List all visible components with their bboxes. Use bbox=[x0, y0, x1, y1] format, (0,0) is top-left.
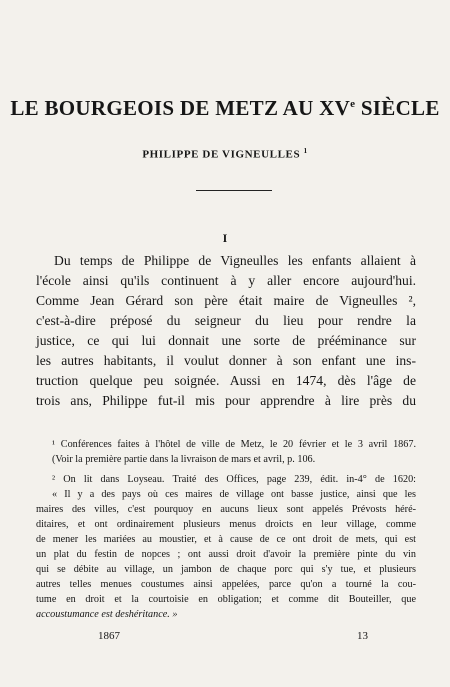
body-line: trois ans, Philippe fut-il mis pour apprendre à lire près du bbox=[36, 393, 416, 408]
footer-year: 1867 bbox=[98, 630, 120, 642]
footnote-line: qui se débite au village, un jambon de chaque porc qui s'y tue, et plusieurs bbox=[36, 564, 416, 575]
title-rest: SIÈCLE bbox=[355, 96, 440, 120]
footnote-line: autres telles menues coustumes ainsi appelées, parce qu'on a tourné la cou- bbox=[36, 579, 416, 590]
title-superscript: e bbox=[350, 98, 356, 110]
title-divider bbox=[196, 190, 272, 191]
footnote-line: (Voir la première partie dans la livraison de mars et avril, p. 106. bbox=[52, 454, 316, 465]
section-number: I bbox=[222, 231, 228, 245]
footer-sheet-number: 13 bbox=[357, 630, 368, 642]
body-line: Comme Jean Gérard son père était maire de Vigneulles ², bbox=[36, 293, 416, 308]
footnote-line: maires des villes, c'est pourquoy en aucuns lieux sont appelés Prévosts héré- bbox=[36, 504, 416, 515]
body-line: justice, ce qui lui donnait une sorte de prééminance sur bbox=[36, 333, 416, 348]
body-line: truction quelque peu soignée. Aussi en 1474, dès l'âge de bbox=[36, 373, 416, 388]
author-name: PHILIPPE DE VIGNEULLES bbox=[142, 148, 301, 161]
body-line: l'école ainsi qu'ils continuent à y aller encore aujourd'hui. bbox=[36, 273, 416, 288]
title-main: LE BOURGEOIS DE METZ AU XV bbox=[10, 96, 351, 120]
footnote-line: un plat du festin de nopces ; ont aussi droit d'avoir la première pinte du vin bbox=[36, 549, 416, 560]
footnote-line: ¹ Conférences faites à l'hôtel de ville de Metz, le 20 février et le 3 avril 1867. bbox=[52, 439, 416, 450]
footnote-line: ² On lit dans Loyseau. Traité des Offices, page 239, édit. in-4° de 1620: bbox=[52, 474, 416, 485]
body-line: les autres habitants, il voulut donner à son enfant une ins- bbox=[36, 353, 416, 368]
footnote-line: accoustumance est deshéritance. » bbox=[36, 609, 178, 620]
footnote-line: « Il y a des pays où ces maires de village ont basse justice, ainsi que les bbox=[52, 489, 416, 500]
body-line: c'est-à-dire préposé du seigneur du lieu pour rendre la bbox=[36, 313, 416, 328]
footnote-line: tume en droit et la courtoisie en obligation; et comme dit Bouteiller, que bbox=[36, 594, 416, 605]
footnote-line: de mener les mariées au moustier, et à cause de ce ont droit de mets, qui est bbox=[36, 534, 416, 545]
body-line: Du temps de Philippe de Vigneulles les enfants allaient à bbox=[54, 253, 416, 268]
author-note-ref: 1 bbox=[303, 147, 308, 155]
article-title bbox=[0, 96, 450, 121]
footnote-line: ditaires, et ont ordinairement plusieurs menus droicts en leur village, comme bbox=[36, 519, 416, 530]
author-line bbox=[0, 147, 450, 161]
